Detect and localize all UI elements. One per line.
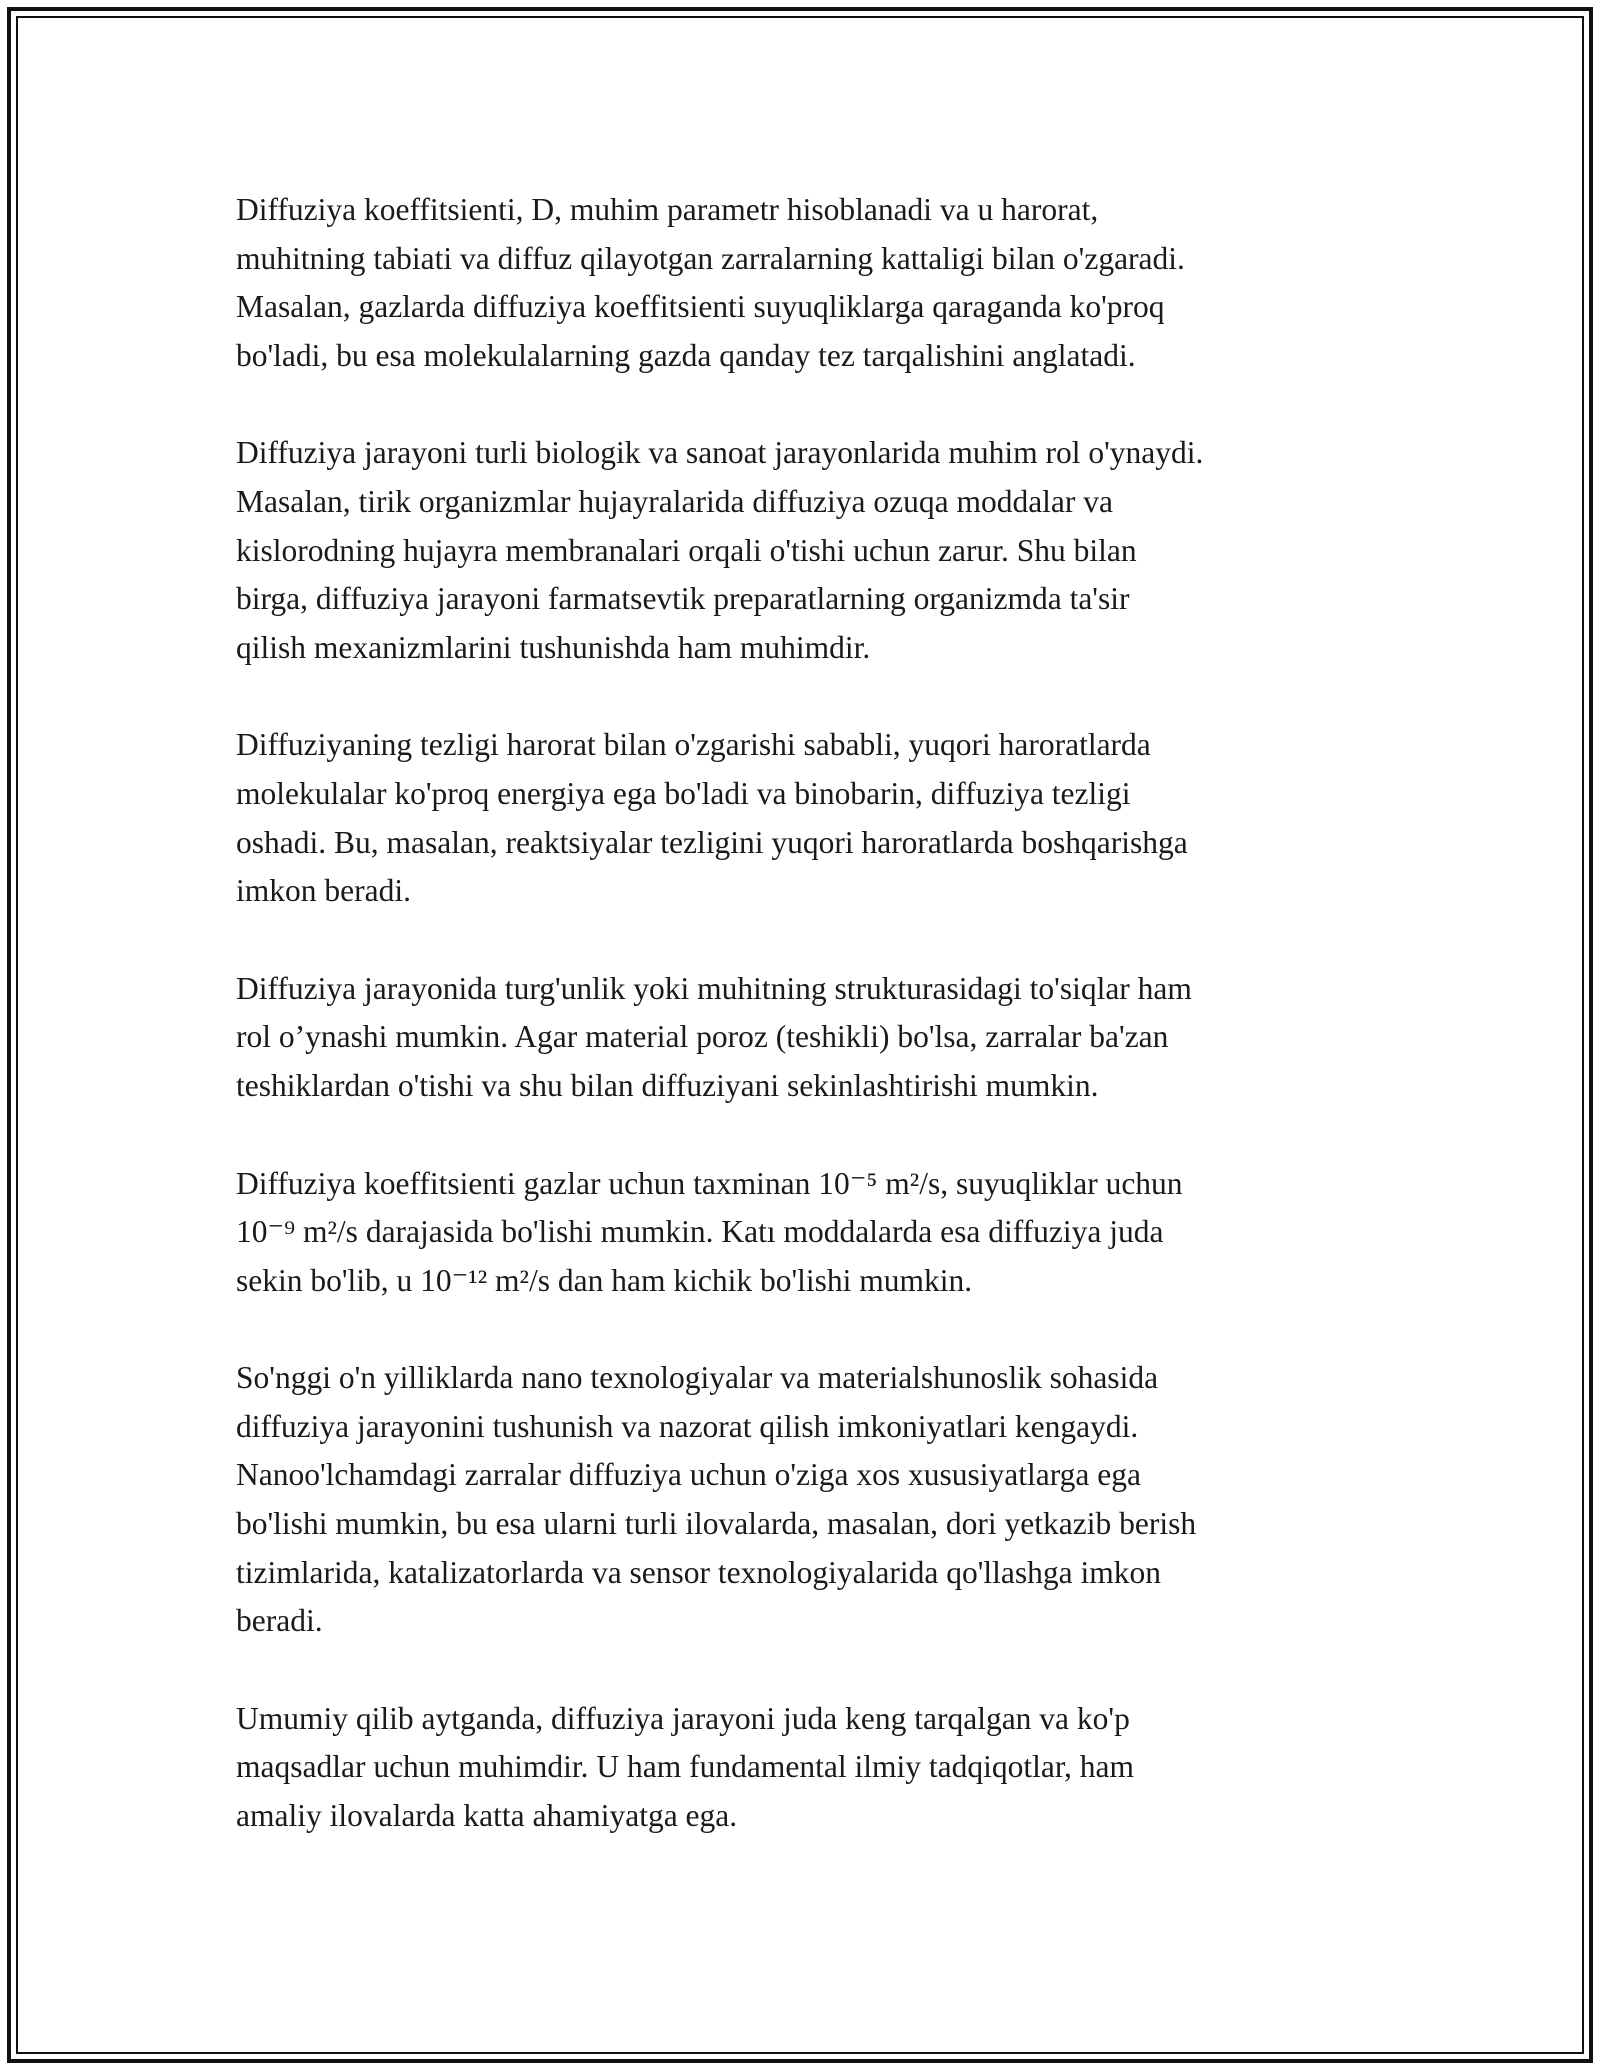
document-body [236,186,1386,1890]
paragraph-diffusion-coefficient: Diffuziya koeffitsienti, D, muhim parametr hisoblanadi va u harorat, muhitning tabiati va diffuz qilayotgan zarralarning kattaligi bilan o'zgaradi. Masalan, gazlarda diffuziya koeffitsienti suyuqliklarga qaraganda ko'proq bo'ladi, bu esa molekulalarning gazda qanday tez tarqalishini anglatadi. [236,192,1185,373]
paragraph-coefficient-values: Diffuziya koeffitsienti gazlar uchun taxminan 10⁻⁵ m²/s, suyuqliklar uchun 10⁻⁹ m²/s darajasida bo'lishi mumkin. Katı moddalarda esa diffuziya juda sekin bo'lib, u 10⁻¹² m²/s dan ham kichik bo'lishi mumkin. [236,1165,1183,1298]
paragraph-nanotechnology: So'nggi o'n yilliklarda nano texnologiyalar va materialshunoslik sohasida diffuziya jarayonini tushunish va nazorat qilish imkoniyatlari kengaydi. Nanoo'lchamdagi zarralar diffuziya uchun o'ziga xos xususiyatlarga ega bo'lishi mumkin, bu esa ularni turli ilovalarda, masalan, dori yetkazib berish tizimlarida, katalizatorlarda va sensor texnologiyalarida qo'llashga imkon beradi. [236,1360,1197,1639]
paragraph-porous-media: Diffuziya jarayonida turg'unlik yoki muhitning strukturasidagi to'siqlar ham rol o’ynashi mumkin. Agar material poroz (teshikli) bo'lsa, zarralar ba'zan teshiklardan o'tishi va shu bilan diffuziyani sekinlashtirishi mumkin. [236,970,1192,1103]
paragraph-temperature-effect: Diffuziyaning tezligi harorat bilan o'zgarishi sababli, yuqori haroratlarda molekulalar ko'proq energiya ega bo'ladi va binobarin, diffuziya tezligi oshadi. Bu, masalan, reaktsiyalar tezligini yuqori haroratlarda boshqarishga imkon beradi. [236,727,1188,909]
paragraph-biological-industrial-role: Diffuziya jarayoni turli biologik va sanoat jarayonlarida muhim rol o'ynaydi. Masalan, tirik organizmlar hujayralarida diffuziya ozuqa moddalar va kislorodning hujayra membranalari orqali o'tishi uchun zarur. Shu bilan birga, diffuziya jarayoni farmatsevtik preparatlarning organizmda ta'sir qilish mexanizmlarini tushunishda ham muhimdir. [236,435,1204,665]
paragraph-conclusion: Umumiy qilib aytganda, diffuziya jarayoni juda keng tarqalgan va ko'p maqsadlar uchun muhimdir. U ham fundamental ilmiy tadqiqotlar, ham amaliy ilovalarda katta ahamiyatga ega. [236,1700,1135,1834]
